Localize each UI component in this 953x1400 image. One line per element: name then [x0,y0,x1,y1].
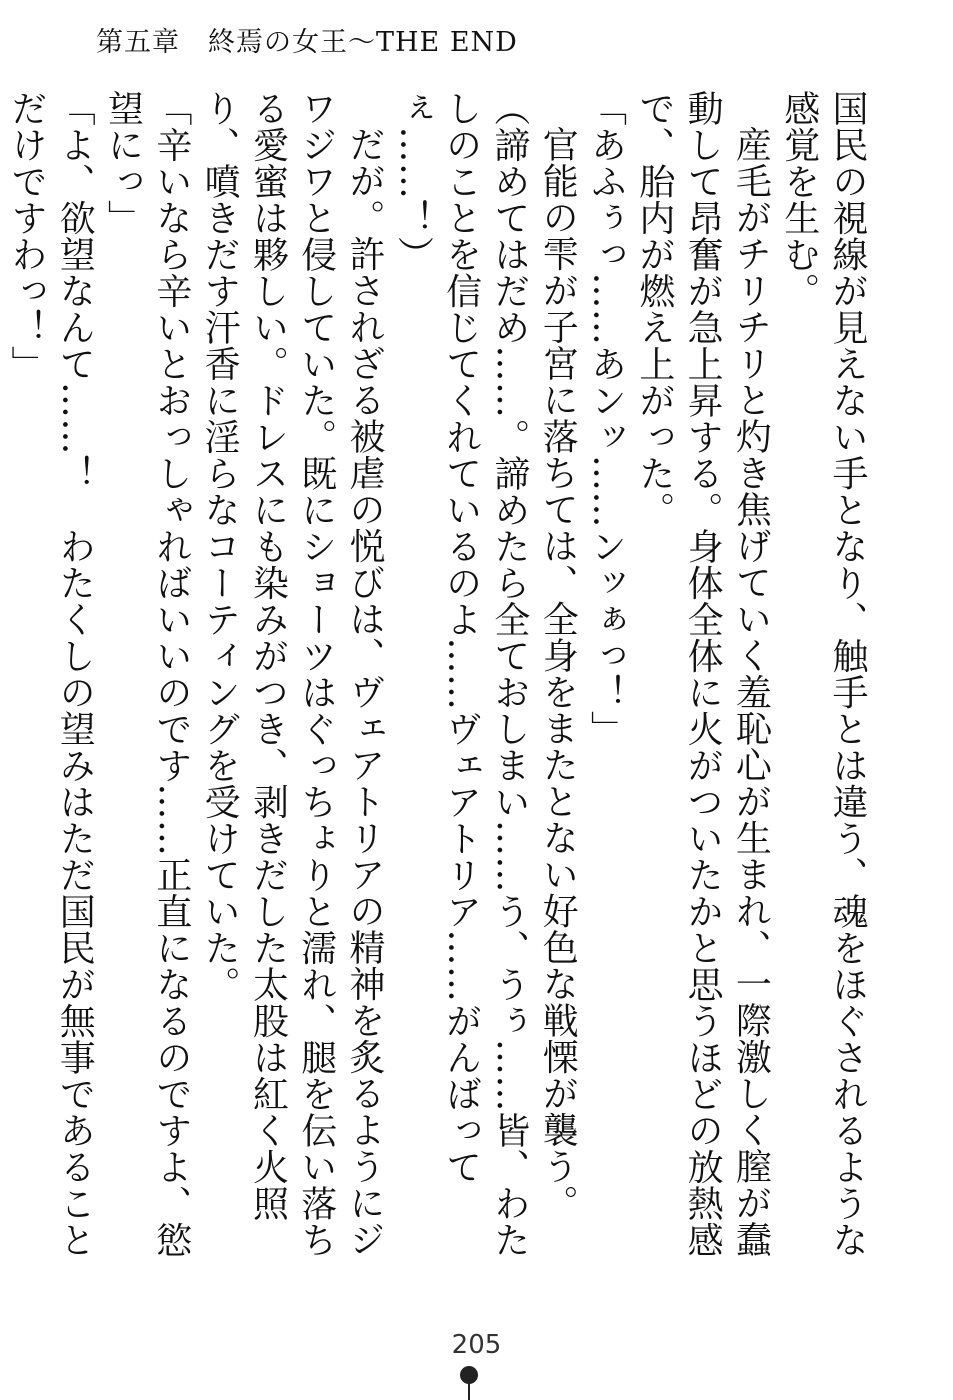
page-number: 205 [451,1330,502,1360]
dialogue-line: 「よ、欲望なんて……！ わたくしの望みはただ国民が無事であることだけですわっ！」 [5,90,96,1258]
paragraph: 官能の雫が子宮に落ちては、全身をまたとない好色な戦慄が襲う。 [537,126,579,1221]
dialogue-line: （諦めてはだめ……。諦めたら全ておしまい……う、うぅ……皆、わたしのことを信じてくれているのよ……ヴェアトリア……がんばってぇ……！） [392,90,530,1258]
dialogue-line: 「あふぅっ……あンッ……ンッぁっ！」 [585,90,627,747]
dialogue-line: 「辛いなら辛いとおっしゃればいいのです……正直になるのですよ、慾望にっ」 [102,90,192,1258]
folio-line-ornament [468,1380,470,1400]
paragraph: だが。許されざる被虐の悦びは、ヴェアトリアの精神を炙るようにジワジワと侵していた。既にショーツはぐっちょりと濡れ、腿を伝い落ちる愛蜜は夥しい。ドレスにも染みがつき、剥きだした太股は紅く火照り、噴きだす汗香に淫らなコーティングを受けていた。 [199,90,386,1258]
running-head: 第五章 終焉の女王〜THE END [96,27,518,58]
paragraph [0,90,2,1270]
body-text [5,90,871,1270]
paragraph: 産毛がチリチリと灼き焦げていく羞恥心が生まれ、一際激しく膣が蠢動して昂奮が急上昇する。身体全体に火がついたかと思うほどの放熱感で、胎内が燃え上がった。 [633,90,772,1258]
paragraph: 国民の視線が見えない手となり、触手とは違う、魂をほぐされるような感覚を生む。 [778,90,868,1258]
